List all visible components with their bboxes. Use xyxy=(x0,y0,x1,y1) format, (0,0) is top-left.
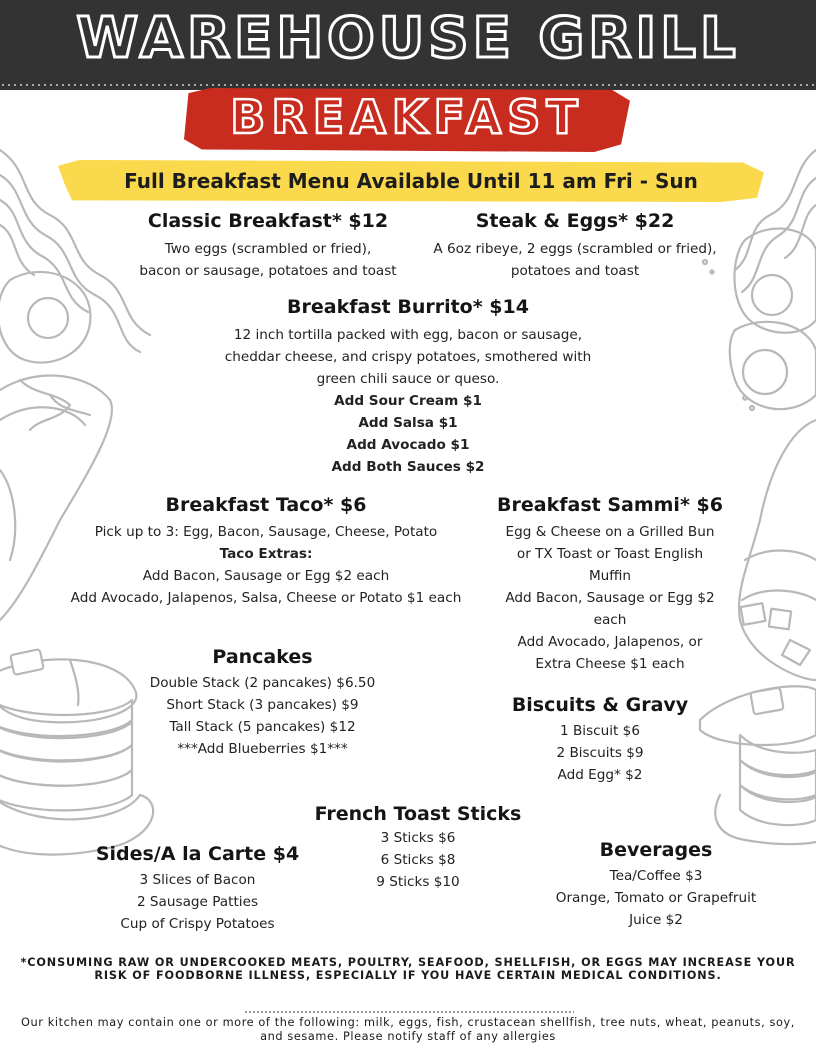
menu-line: Short Stack (3 pancakes) $9 xyxy=(166,697,359,713)
addon-line: Add Salsa $1 xyxy=(358,415,458,431)
menu-line: Double Stack (2 pancakes) $6.50 xyxy=(149,675,376,691)
egg-illustration-left xyxy=(0,272,90,363)
menu-line: Muffin xyxy=(588,568,632,584)
sides-section xyxy=(80,843,315,935)
beverages-title: Beverages xyxy=(599,839,713,861)
menu-line: cheddar cheese, and crispy potatoes, smothered with xyxy=(224,349,592,365)
steak-eggs-title: Steak & Eggs* $22 xyxy=(475,210,675,232)
breakfast-burrito-section xyxy=(208,296,608,478)
menu-line: 9 Sticks $10 xyxy=(376,874,460,890)
menu-line: Cup of Crispy Potatoes xyxy=(120,916,275,932)
menu-line: bacon or sausage, potatoes and toast xyxy=(139,263,397,279)
menu-line: Juice $2 xyxy=(629,912,683,928)
menu-line: 2 Sausage Patties xyxy=(136,894,259,910)
sides-title: Sides/A la Carte $4 xyxy=(95,843,300,865)
section-title: BREAKFAST xyxy=(230,90,584,144)
french-toast-section xyxy=(300,803,536,893)
menu-line: Add Bacon, Sausage or Egg $2 each xyxy=(142,568,390,584)
menu-line: Add Avocado, Jalapenos, Salsa, Cheese or Potato $1 each xyxy=(70,590,462,606)
menu-line: Add Avocado, Jalapenos, or xyxy=(517,634,703,650)
menu-line: each xyxy=(593,612,627,628)
biscuits-gravy-title: Biscuits & Gravy xyxy=(511,694,689,716)
menu-line: A 6oz ribeye, 2 eggs (scrambled or fried), xyxy=(433,241,717,257)
breakfast-burrito-title: Breakfast Burrito* $14 xyxy=(287,296,529,318)
menu-line: Extra Cheese $1 each xyxy=(535,656,685,672)
classic-breakfast-title: Classic Breakfast* $12 xyxy=(147,210,389,232)
menu-line: Add Bacon, Sausage or Egg $2 xyxy=(505,590,715,606)
pancake-stack-illustration-right xyxy=(700,686,816,844)
addon-line: Add Sour Cream $1 xyxy=(334,393,482,409)
menu-line: Tall Stack (5 pancakes) $12 xyxy=(169,719,356,735)
dotted-separator xyxy=(244,1011,574,1013)
tagline: Full Breakfast Menu Available Until 11 am Fri - Sun xyxy=(124,169,698,193)
menu-line: 3 Sticks $6 xyxy=(380,830,456,846)
addon-line: Add Both Sauces $2 xyxy=(331,459,485,475)
breakfast-taco-title: Breakfast Taco* $6 xyxy=(165,494,367,516)
breakfast-taco-section xyxy=(50,494,482,609)
menu-line: Tea/Coffee $3 xyxy=(609,868,703,884)
burrito-illustration-right xyxy=(739,420,816,680)
pancakes-section xyxy=(120,646,405,760)
menu-line: 6 Sticks $8 xyxy=(380,852,456,868)
menu-line: potatoes and toast xyxy=(510,263,640,279)
french-toast-title: French Toast Sticks xyxy=(314,803,522,825)
menu-line: green chili sauce or queso. xyxy=(316,371,500,387)
breakfast-sammi-title: Breakfast Sammi* $6 xyxy=(497,494,723,516)
biscuits-gravy-section xyxy=(490,694,710,786)
menu-line: 2 Biscuits $9 xyxy=(556,745,644,761)
taco-extras-label: Taco Extras: xyxy=(219,546,313,562)
allergen-notice: Our kitchen may contain one or more of the following: milk, eggs, fish, crustacean shellfish, tree nuts, wheat, peanuts, soy, and sesame. Please notify staff of any allergies xyxy=(21,1016,795,1043)
menu-line: 12 inch tortilla packed with egg, bacon or sausage, xyxy=(233,327,583,343)
menu-line: 3 Slices of Bacon xyxy=(139,872,256,888)
breakfast-sammi-section xyxy=(490,494,730,675)
menu-line: Egg & Cheese on a Grilled Bun xyxy=(505,524,715,540)
classic-breakfast-section xyxy=(118,210,418,282)
pancakes-title: Pancakes xyxy=(212,646,313,668)
restaurant-name: WAREHOUSE GRILL xyxy=(76,6,740,71)
beverages-section xyxy=(536,839,776,931)
menu-line: Two eggs (scrambled or fried), xyxy=(164,241,372,257)
menu-line: Add Egg* $2 xyxy=(557,767,643,783)
addon-line: Add Avocado $1 xyxy=(346,437,470,453)
menu-line: ***Add Blueberries $1*** xyxy=(177,741,348,757)
steak-eggs-section xyxy=(410,210,740,282)
menu-line: or TX Toast or Toast English xyxy=(516,546,704,562)
menu-line: 1 Biscuit $6 xyxy=(560,723,640,739)
food-safety-disclaimer: *CONSUMING RAW OR UNDERCOOKED MEATS, POULTRY, SEAFOOD, SHELLFISH, OR EGGS MAY INCREASE YOUR RISK OF FOODBORNE ILLNESS, ESPECIALLY IF YOU HAVE CERTAIN MEDICAL CONDITIONS. xyxy=(20,956,796,983)
menu-line: Pick up to 3: Egg, Bacon, Sausage, Cheese, Potato xyxy=(94,524,438,540)
menu-line: Orange, Tomato or Grapefruit xyxy=(555,890,757,906)
